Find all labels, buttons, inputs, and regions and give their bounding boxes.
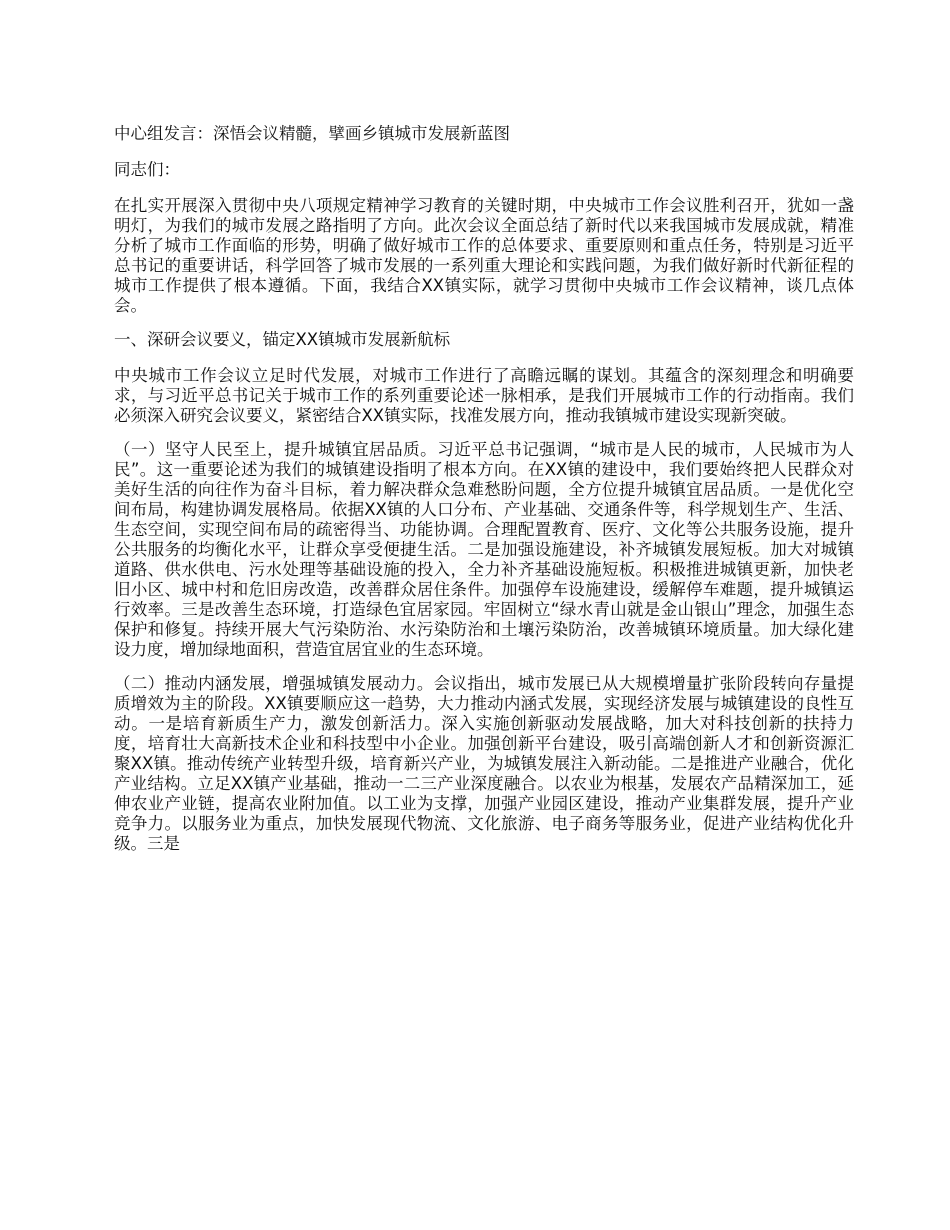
- section-intro-paragraph: 中央城市工作会议立足时代发展，对城市工作进行了高瞻远瞩的谋划。其蕴含的深刻理念和明确要求，与习近平总书记关于城市工作的系列重要论述一脉相承，是我们开展城市工作的行动指南。我们必须深入研究会议要义，紧密结合XX镇实际，找准发展方向，推动我镇城市建设实现新突破。: [114, 366, 854, 425]
- salutation: 同志们：: [114, 160, 180, 179]
- document-title: 中心组发言：深悟会议精髓，擘画乡镇城市发展新蓝图: [114, 124, 510, 143]
- point-one-paragraph: （一）坚守人民至上，提升城镇宜居品质。习近平总书记强调，“城市是人民的城市，人民城市为人民”。这一重要论述为我们的城镇建设指明了根本方向。在XX镇的建设中，我们要始终把人民群众对美好生活的向往作为奋斗目标，着力解决群众急难愁盼问题，全方位提升城镇宜居品质。一是优化空间布局，构建协调发展格局。依据XX镇的人口分布、产业基础、交通条件等，科学规划生产、生活、生态空间，实现空间布局的疏密得当、功能协调。合理配置教育、医疗、文化等公共服务设施，提升公共服务的均衡化水平，让群众享受便捷生活。二是加强设施建设，补齐城镇发展短板。加大对城镇道路、供水供电、污水处理等基础设施的投入，全力补齐基础设施短板。积极推进城镇更新，加快老旧小区、城中村和危旧房改造，改善群众居住条件。加强停车设施建设，缓解停车难题，提升城镇运行效率。三是改善生态环境，打造绿色宜居家园。牢固树立“绿水青山就是金山银山”理念，加强生态保护和修复。持续开展大气污染防治、水污染防治和土壤污染防治，改善城镇环境质量。加大绿化建设力度，增加绿地面积，营造宜居宜业的生态环境。: [114, 440, 854, 659]
- document-page: [114, 124, 854, 868]
- intro-paragraph: 在扎实开展深入贯彻中央八项规定精神学习教育的关键时期，中央城市工作会议胜利召开，犹如一盏明灯，为我们的城市发展之路指明了方向。此次会议全面总结了新时代以来我国城市发展成就，精准分析了城市工作面临的形势，明确了做好城市工作的总体要求、重要原则和重点任务，特别是习近平总书记的重要讲话，科学回答了城市发展的一系列重大理论和实践问题，为我们做好新时代新征程的城市工作提供了根本遵循。下面，我结合XX镇实际，就学习贯彻中央城市工作会议精神，谈几点体会。: [114, 196, 854, 315]
- section-heading: 一、深研会议要义，锚定XX镇城市发展新航标: [114, 330, 451, 349]
- point-two-paragraph: （二）推动内涵发展，增强城镇发展动力。会议指出，城市发展已从大规模增量扩张阶段转向存量提质增效为主的阶段。XX镇要顺应这一趋势，大力推动内涵式发展，实现经济发展与城镇建设的良性互动。一是培育新质生产力，激发创新活力。深入实施创新驱动发展战略，加大对科技创新的扶持力度，培育壮大高新技术企业和科技型中小企业。加强创新平台建设，吸引高端创新人才和创新资源汇聚XX镇。推动传统产业转型升级，培育新兴产业，为城镇发展注入新动能。二是推进产业融合，优化产业结构。立足XX镇产业基础，推动一二三产业深度融合。以农业为根基，发展农产品精深加工，延伸农业产业链，提高农业附加值。以工业为支撑，加强产业园区建设，推动产业集群发展，提升产业竞争力。以服务业为重点，加快发展现代物流、文化旅游、电子商务等服务业，促进产业结构优化升级。三是: [114, 674, 854, 853]
